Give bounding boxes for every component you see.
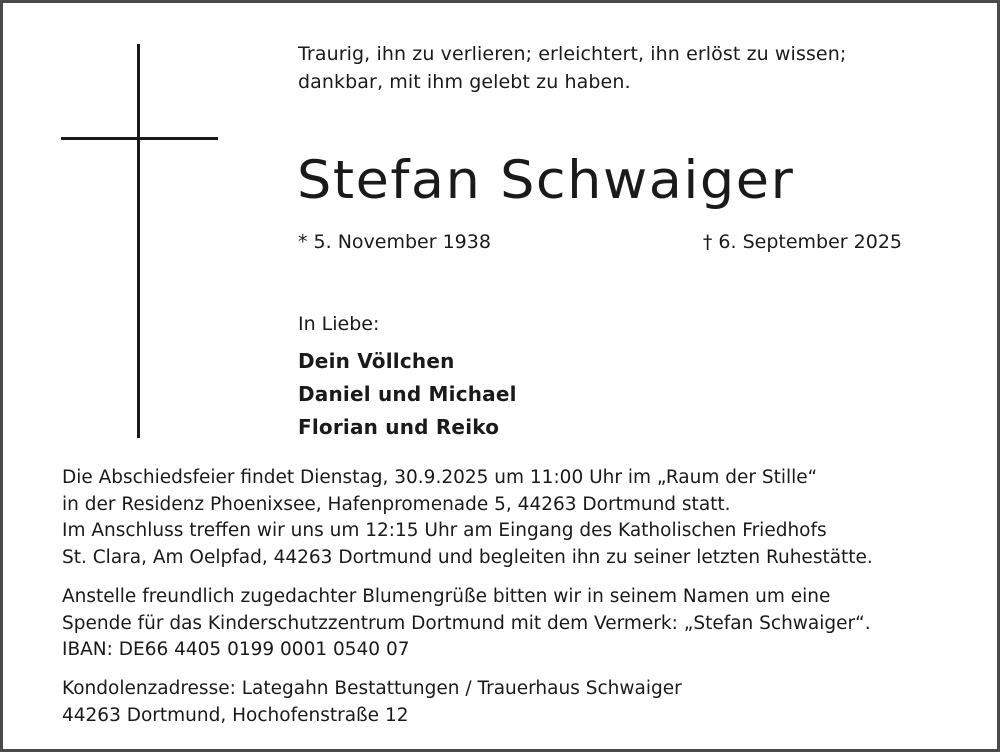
- mourner-name: Florian und Reiko: [298, 415, 500, 439]
- death-date: † 6. September 2025: [702, 231, 902, 253]
- ceremony-paragraph: [62, 465, 873, 571]
- donation-paragraph: [62, 584, 871, 664]
- motto-line: Traurig, ihn zu verlieren; erleichtert, ihn erlöst zu wissen;: [298, 43, 847, 65]
- cross-vertical-bar: [137, 44, 140, 438]
- ceremony-line: in der Residenz Phoenixsee, Hafenpromenade 5, 44263 Dortmund statt.: [62, 493, 731, 515]
- ceremony-line: St. Clara, Am Oelpfad, 44263 Dortmund und begleiten ihn zu seiner letzten Ruhestätte.: [62, 546, 873, 568]
- birth-date: * 5. November 1938: [298, 231, 491, 253]
- donation-line: Anstelle freundlich zugedachter Blumengrüße bitten wir in seinem Namen um eine: [62, 586, 831, 607]
- mourners-list: [298, 345, 517, 444]
- mourner-name: Daniel und Michael: [298, 382, 517, 406]
- ceremony-line: Die Abschiedsfeier findet Dienstag, 30.9.2025 um 11:00 Uhr im „Raum der Stille“: [62, 467, 818, 488]
- deceased-name: Stefan Schwaiger: [297, 150, 795, 211]
- address-line: 44263 Dortmund, Hochofenstraße 12: [62, 704, 409, 726]
- ceremony-line: Im Anschluss treffen wir uns um 12:15 Uhr am Eingang des Katholischen Friedhofs: [62, 520, 827, 541]
- condolence-address: [62, 676, 682, 729]
- mourner-name: Dein Völlchen: [298, 349, 455, 373]
- iban-line: IBAN: DE66 4405 0199 0001 0540 07: [62, 639, 410, 660]
- donation-line: Spende für das Kinderschutzzentrum Dortmund mit dem Vermerk: „Stefan Schwaiger“.: [62, 612, 871, 634]
- address-line: Kondolenzadresse: Lategahn Bestattungen / Trauerhaus Schwaiger: [62, 678, 682, 699]
- cross-horizontal-bar: [61, 137, 218, 140]
- mourners-label: In Liebe:: [298, 313, 380, 335]
- motto: [298, 40, 898, 96]
- motto-line: dankbar, mit ihm gelebt zu haben.: [298, 71, 631, 93]
